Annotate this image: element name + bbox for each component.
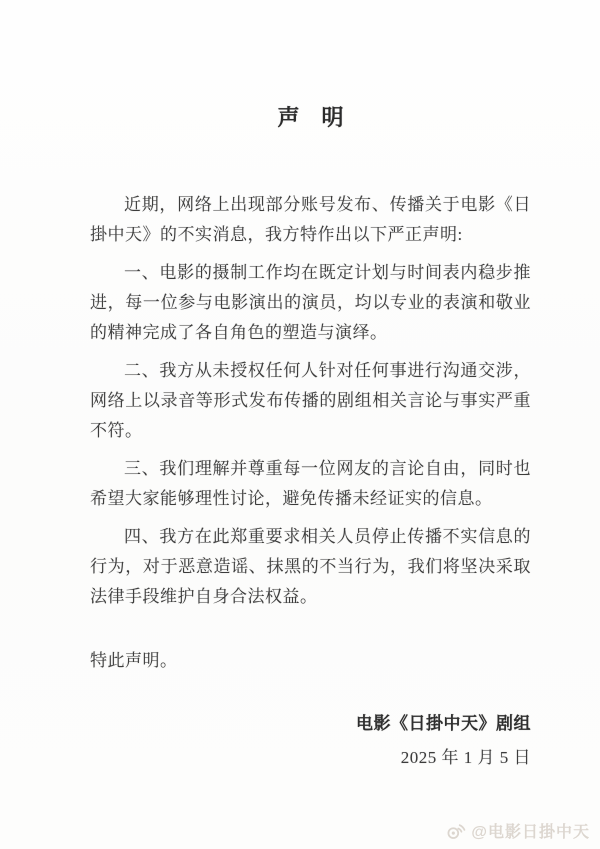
weibo-watermark — [445, 819, 590, 842]
signature-block — [90, 709, 531, 773]
statement-closing: 特此声明。 — [90, 651, 178, 670]
signature-date: 2025 年 1 月 5 日 — [400, 748, 531, 767]
weibo-icon — [445, 820, 466, 841]
statement-point-4: 四、我方在此郑重要求相关人员停止传播不实信息的行为，对于恶意造谣、抹黑的不当行为，我们将坚决采取法律手段维护自身合法权益。 — [90, 527, 531, 606]
statement-body — [90, 100, 531, 773]
signature-name: 电影《日掛中天》剧组 — [356, 714, 531, 733]
statement-point-3: 三、我们理解并尊重每一位网友的言论自由，同时也希望大家能够理性讨论，避免传播未经证实的信息。 — [90, 459, 531, 508]
statement-title: 声 明 — [277, 105, 344, 130]
statement-point-2: 二、我方从未授权任何人针对任何事进行沟通交涉，网络上以录音等形式发布传播的剧组相关言论与事实严重不符。 — [90, 361, 531, 440]
watermark-text: @电影日掛中天 — [471, 824, 590, 841]
statement-intro-paragraph: 近期，网络上出现部分账号发布、传播关于电影《日掛中天》的不实消息，我方特作出以下严正声明: — [90, 195, 531, 244]
statement-point-1: 一、电影的摄制工作均在既定计划与时间表内稳步推进，每一位参与电影演出的演员，均以专业的表演和敬业的精神完成了各自角色的塑造与演绎。 — [90, 263, 531, 342]
